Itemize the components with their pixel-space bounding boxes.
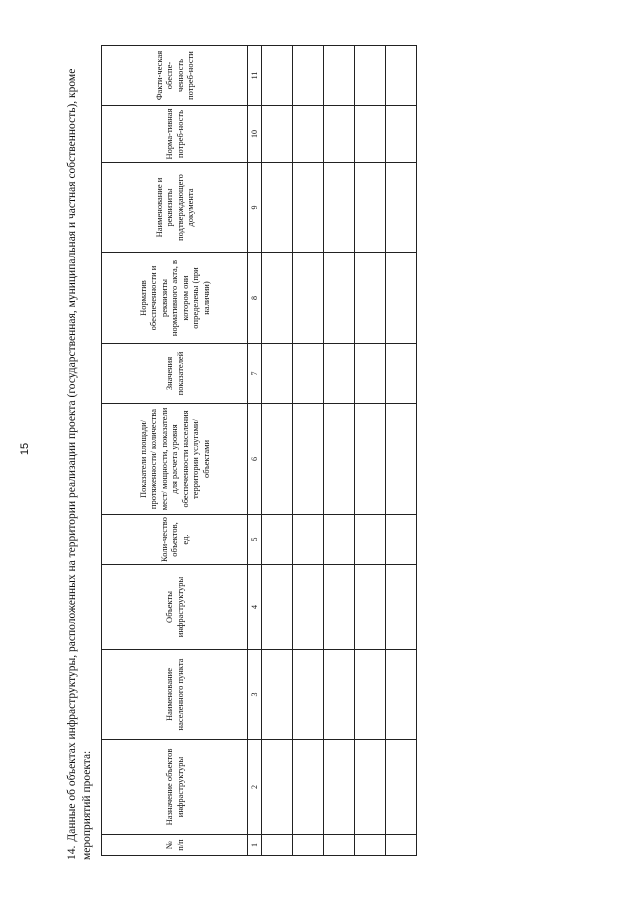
table-cell (386, 515, 417, 565)
infrastructure-table (101, 45, 417, 856)
column-number: 3 (248, 650, 262, 740)
table-cell (324, 163, 355, 253)
column-header: Коли-чество объектов, ед. (102, 515, 248, 565)
table-cell (262, 344, 293, 404)
column-header: Наименование населенного пункта (102, 650, 248, 740)
table-cell (262, 835, 293, 856)
table-cell (293, 404, 324, 515)
table-row (293, 46, 324, 856)
table-cell (355, 565, 386, 650)
table-cell (293, 106, 324, 163)
table-cell (262, 163, 293, 253)
table-cell (293, 650, 324, 740)
column-number: 6 (248, 404, 262, 515)
column-number: 4 (248, 565, 262, 650)
column-number: 2 (248, 740, 262, 835)
table-cell (324, 565, 355, 650)
table-cell (355, 740, 386, 835)
table-cell (386, 565, 417, 650)
table-cell (262, 565, 293, 650)
table-row (386, 46, 417, 856)
table-cell (386, 835, 417, 856)
column-header: Норматив обеспеченности и реквизиты нормативного акта, в котором они определены (при наличии) (102, 253, 248, 344)
table-cell (324, 46, 355, 106)
table-cell (355, 404, 386, 515)
table-cell (324, 106, 355, 163)
column-header: № п/п (102, 835, 248, 856)
column-number: 1 (248, 835, 262, 856)
table-cell (324, 515, 355, 565)
section-number: 14. (66, 845, 78, 860)
table-cell (293, 46, 324, 106)
table-cell (324, 650, 355, 740)
table-cell (355, 650, 386, 740)
table-cell (324, 344, 355, 404)
table-cell (262, 404, 293, 515)
table-cell (262, 650, 293, 740)
table-cell (293, 740, 324, 835)
column-header: Назначение объектов инфраструктуры (102, 740, 248, 835)
table-cell (293, 835, 324, 856)
table-cell (262, 515, 293, 565)
column-header: Факти-ческая обеспе-ченность потреб-ности (102, 46, 248, 106)
table-cell (386, 163, 417, 253)
header-row (102, 46, 248, 856)
column-number: 7 (248, 344, 262, 404)
column-header: Норма-тивная потреб-ность (102, 106, 248, 163)
table-cell (262, 740, 293, 835)
table-cell (324, 835, 355, 856)
table-cell (386, 106, 417, 163)
rotated-page-content (65, 40, 385, 860)
section-title: Данные об объектах инфраструктуры, расположенных на территории реализации проекта (государственная, муниципальная и частная собственность), кроме мероприятий проекта: (66, 68, 93, 860)
column-header: Значения показателей (102, 344, 248, 404)
table-row (262, 46, 293, 856)
table-cell (293, 515, 324, 565)
table-cell (355, 46, 386, 106)
table-cell (355, 835, 386, 856)
column-header: Наименование и реквизиты подтверждающего документа (102, 163, 248, 253)
table-cell (355, 106, 386, 163)
table-cell (386, 253, 417, 344)
table-cell (262, 253, 293, 344)
column-header: Показатели площади/ протяженности/ количества мест/ мощности, показатели для расчета уровня обеспеченности населения территории услугами/объектами (102, 404, 248, 515)
table-cell (355, 163, 386, 253)
table-cell (386, 650, 417, 740)
table-row (324, 46, 355, 856)
table-cell (293, 163, 324, 253)
table-cell (262, 46, 293, 106)
column-number: 10 (248, 106, 262, 163)
table-cell (262, 106, 293, 163)
table-cell (293, 344, 324, 404)
section-heading (65, 40, 95, 860)
table-cell (293, 565, 324, 650)
page-number: 15 (19, 442, 31, 456)
column-number: 5 (248, 515, 262, 565)
table-cell (386, 404, 417, 515)
table-cell (355, 515, 386, 565)
table-cell (324, 740, 355, 835)
table-cell (386, 46, 417, 106)
table-cell (355, 344, 386, 404)
column-number-row (248, 46, 262, 856)
table-cell (293, 253, 324, 344)
table-cell (386, 344, 417, 404)
column-number: 11 (248, 46, 262, 106)
table-cell (324, 404, 355, 515)
table-cell (355, 253, 386, 344)
table-row (355, 46, 386, 856)
table-cell (386, 740, 417, 835)
column-number: 8 (248, 253, 262, 344)
table-cell (324, 253, 355, 344)
column-header: Объекты инфраструктуры (102, 565, 248, 650)
column-number: 9 (248, 163, 262, 253)
